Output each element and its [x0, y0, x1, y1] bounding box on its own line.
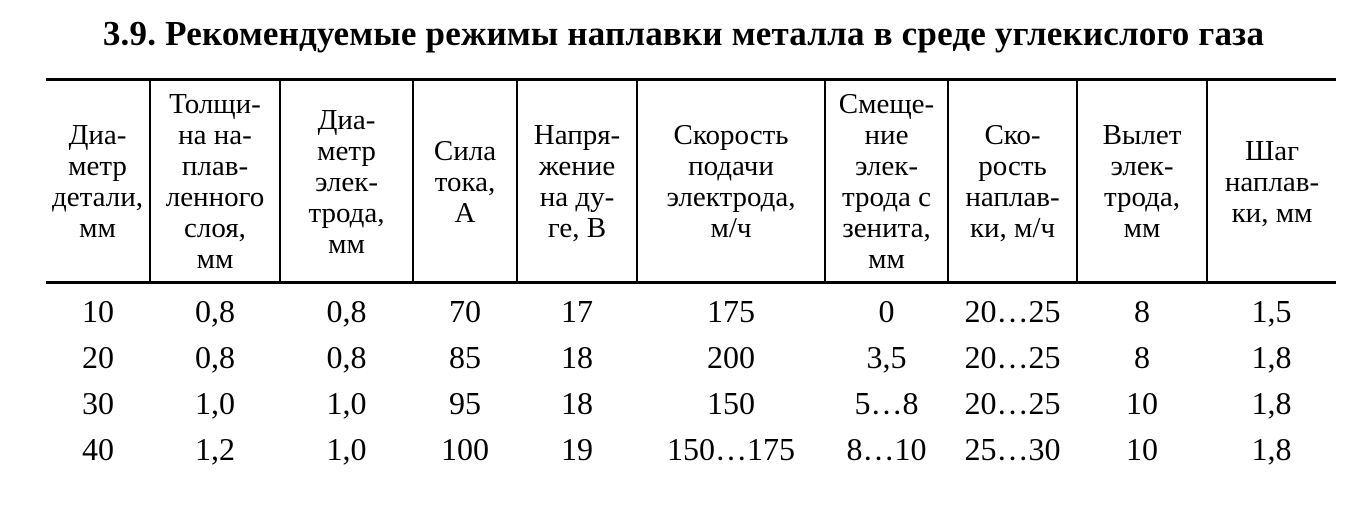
- header-electrode-stickout: [1077, 80, 1207, 283]
- header-line: наплав-: [1224, 165, 1320, 198]
- table-cell: 3,5: [866, 338, 907, 375]
- table-cell: 0,8: [326, 338, 367, 375]
- header-line: подачи: [688, 150, 774, 182]
- table-cell: 40: [82, 430, 114, 467]
- table-row: [46, 426, 1336, 472]
- table-cell: 200: [707, 338, 755, 375]
- table-cell: 0,8: [195, 338, 235, 375]
- table-cell: 175: [707, 292, 755, 329]
- table-cell: 1,8: [1251, 384, 1292, 421]
- table-title: 3.9. Рекомендуемые режимы наплавки металла в среде углекислого газа: [102, 14, 1265, 53]
- table-cell: 1,8: [1251, 338, 1292, 375]
- table-cell: 8: [1134, 338, 1150, 375]
- header-line: плав-: [181, 150, 249, 182]
- welding-modes-table: [46, 78, 1336, 472]
- table-cell: 17: [561, 292, 593, 329]
- header-line: Скорость: [673, 119, 789, 151]
- header-line: ге, В: [547, 212, 607, 244]
- header-line: Диа-: [317, 103, 376, 136]
- table-cell: 20: [82, 338, 114, 375]
- header-line: детали,: [51, 181, 144, 213]
- table-cell: 19: [561, 430, 593, 467]
- header-line: слоя,: [184, 212, 246, 244]
- header-line: трода,: [1103, 181, 1181, 213]
- header-line: жение: [538, 150, 616, 182]
- header-line: мм: [328, 227, 365, 260]
- header-line: трода,: [308, 196, 385, 229]
- table-cell: 8: [1134, 292, 1150, 329]
- header-line: Вылет: [1102, 119, 1182, 151]
- header-layer-thickness: [150, 80, 280, 283]
- header-line: мм: [79, 212, 116, 244]
- table-cell: 0: [878, 292, 895, 329]
- table-cell: 18: [561, 384, 593, 421]
- table-cell: 150: [707, 384, 755, 421]
- table-cell: 150…175: [667, 430, 795, 467]
- header-line: наплав-: [965, 181, 1060, 213]
- header-deposition-step: [1207, 80, 1336, 283]
- table-cell: 0,8: [326, 292, 367, 329]
- table-cell: 95: [449, 384, 481, 421]
- table-cell: 100: [441, 430, 489, 467]
- header-line: Смеще-: [838, 88, 935, 120]
- table-cell: 18: [561, 338, 593, 375]
- header-line: зенита,: [842, 212, 931, 244]
- header-line: элек-: [854, 150, 918, 182]
- table-cell: 0,8: [195, 292, 235, 329]
- header-line: тока,: [434, 165, 496, 198]
- table-body: [46, 283, 1336, 473]
- header-line: ки, мм: [1231, 196, 1313, 229]
- table-cell: 10: [1126, 384, 1158, 421]
- header-electrode-offset: [825, 80, 948, 283]
- header-line: Ско-: [984, 119, 1041, 151]
- table-cell: 1,2: [195, 430, 235, 467]
- table-cell: 85: [449, 338, 481, 375]
- header-line: на ду-: [539, 181, 615, 213]
- header-line: электрода,: [666, 181, 796, 213]
- table-cell: 1,5: [1251, 292, 1292, 329]
- header-line: м/ч: [710, 212, 752, 244]
- header-current: [413, 80, 517, 283]
- table-cell: 1,0: [195, 384, 235, 421]
- table-row: [46, 283, 1336, 335]
- header-electrode-diameter: [280, 80, 413, 283]
- header-line: ние: [864, 119, 909, 151]
- table-cell: 8…10: [846, 430, 927, 467]
- table-cell: 1,0: [326, 430, 367, 467]
- header-line: элек-: [314, 165, 378, 198]
- table-row: [46, 380, 1336, 426]
- header-line: ленного: [165, 181, 265, 213]
- header-feed-speed: [637, 80, 825, 283]
- table-header-row: [46, 80, 1336, 283]
- header-line: метр: [317, 134, 376, 167]
- table-cell: 10: [1126, 430, 1158, 467]
- header-line: мм: [868, 243, 905, 275]
- header-line: Толщи-: [169, 88, 261, 120]
- header-line: ки, м/ч: [969, 212, 1056, 244]
- header-line: Диа-: [68, 119, 127, 151]
- table-cell: 20…25: [964, 384, 1061, 421]
- table-row: [46, 334, 1336, 380]
- table-cell: 70: [449, 292, 481, 329]
- table-cell: 5…8: [854, 384, 919, 421]
- table-cell: 20…25: [964, 292, 1061, 329]
- header-line: А: [454, 196, 476, 229]
- header-line: Напря-: [533, 119, 621, 151]
- header-line: Сила: [433, 134, 497, 167]
- header-line: рость: [978, 150, 1047, 182]
- table-cell: 1,8: [1251, 430, 1292, 467]
- header-deposition-speed: [948, 80, 1077, 283]
- header-line: мм: [196, 243, 234, 275]
- table-cell: 30: [82, 384, 114, 421]
- header-line: мм: [1123, 212, 1161, 244]
- table-cell: 1,0: [326, 384, 367, 421]
- table-cell: 25…30: [964, 430, 1061, 467]
- header-line: трода с: [842, 181, 931, 213]
- header-arc-voltage: [517, 80, 637, 283]
- header-line: метр: [68, 150, 127, 182]
- header-line: на на-: [178, 119, 252, 151]
- table-cell: 20…25: [964, 338, 1061, 375]
- header-part-diameter: [46, 80, 150, 283]
- table-cell: 10: [82, 292, 114, 329]
- header-line: Шаг: [1244, 134, 1300, 167]
- header-line: элек-: [1110, 150, 1174, 182]
